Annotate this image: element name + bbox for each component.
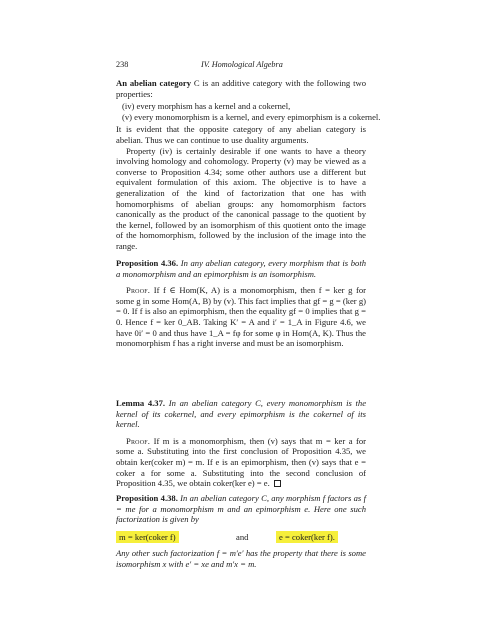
- lemma437-label: Lemma 4.37.: [116, 398, 166, 408]
- factorization-uniqueness: [116, 548, 366, 569]
- lemma437-proof: If m is a monomorphism, then (v) says that m = ker a for some a. Substituting into the first conclusion of Proposition 4.35, we obtain ker(coker m) = m. If e is an epimorphism, then (v) says that e = coker a for some a. Substituting into the second conclusion of Proposition 4.35, we obtain coker(ker e) = e.: [116, 435, 366, 489]
- motivation-paragraph: Property (iv) is certainly desirable if one wants to have a theory involving homology and cohomology. Property (v) may be viewed as a converse to Proposition 4.34; some other authors use a different but equivalent formulation of this axiom. The objective is to have a generalization of the kind of factorization that one has with homomorphisms of abelian groups: any homomorphism factors canonically as the product of the canonical passage to the quotient by the kernel, followed by an isomorphism of this quotient onto the image of the homomorphism, followed by the inclusion of the image into the range.: [116, 145, 366, 251]
- definition-term: An abelian category: [116, 78, 192, 88]
- prop436-proof-label: Proof.: [126, 285, 151, 296]
- definition-text: C is an additive category with the following two properties:: [116, 78, 366, 99]
- running-title: IV. Homological Algebra: [201, 60, 283, 69]
- lemma437-statement: In an abelian category C, every monomorphism is the kernel of its cokernel, and every epimorphism is the cokernel of its kernel.: [116, 398, 367, 430]
- proposition-4-38: [116, 493, 366, 525]
- running-header: [116, 60, 366, 72]
- highlight-e-formula: e = coker(ker f).: [276, 531, 338, 543]
- prop438-statement: In an abelian category C, any morphism f factors as f = me for a monomorphism m and an epimorphism e. Here one such factorization is given by: [116, 493, 366, 525]
- qed-square: [274, 480, 281, 487]
- prop438-after: Any other such factorization f = m′e′ has the property that there is some isomorphism x with e′ = xe and m′x = m.: [116, 548, 366, 569]
- prop436-statement: In any abelian category, every morphism that is both a monomorphism and an epimorphism is an isomorphism.: [116, 258, 366, 279]
- lemma437-proof-label: Proof.: [126, 435, 151, 446]
- lemma-4-37: [116, 398, 366, 489]
- prop436-label: Proposition 4.36.: [116, 258, 179, 268]
- axiom-v: (v) every monomorphism is a kernel, and every epimorphism is a cokernel.: [122, 111, 381, 122]
- display-and: and: [236, 532, 249, 542]
- factorization-display: [116, 531, 366, 543]
- page-number: 238: [116, 60, 129, 69]
- duality-remark: It is evident that the opposite category of any abelian category is abelian. Thus we can continue to use duality arguments.: [116, 124, 366, 145]
- abelian-definition: [116, 78, 381, 252]
- axiom-iv: (iv) every morphism has a kernel and a cokernel,: [122, 101, 291, 112]
- proposition-4-36: [116, 258, 366, 349]
- axiom-list: [122, 101, 381, 122]
- highlight-m-formula: m = ker(coker f): [116, 531, 179, 543]
- prop436-proof: If f ∈ Hom(K, A) is a monomorphism, then f = ker g for some g in some Hom(A, B) by (v). This fact implies that gf = g = (ker g) = 0. If f is also an epimorphism, then the equality gf = 0 implies that g = 0. Hence f = ker 0_AB. Taking K′ = A and i′ = 1_A in Figure 4.6, we have 0i′ = 0 and thus have 1_A = fφ for some φ in Hom(A, K). Thus the monomorphism f has a right inverse and must be an isomorphism.: [116, 285, 366, 349]
- prop438-label: Proposition 4.38.: [116, 493, 178, 503]
